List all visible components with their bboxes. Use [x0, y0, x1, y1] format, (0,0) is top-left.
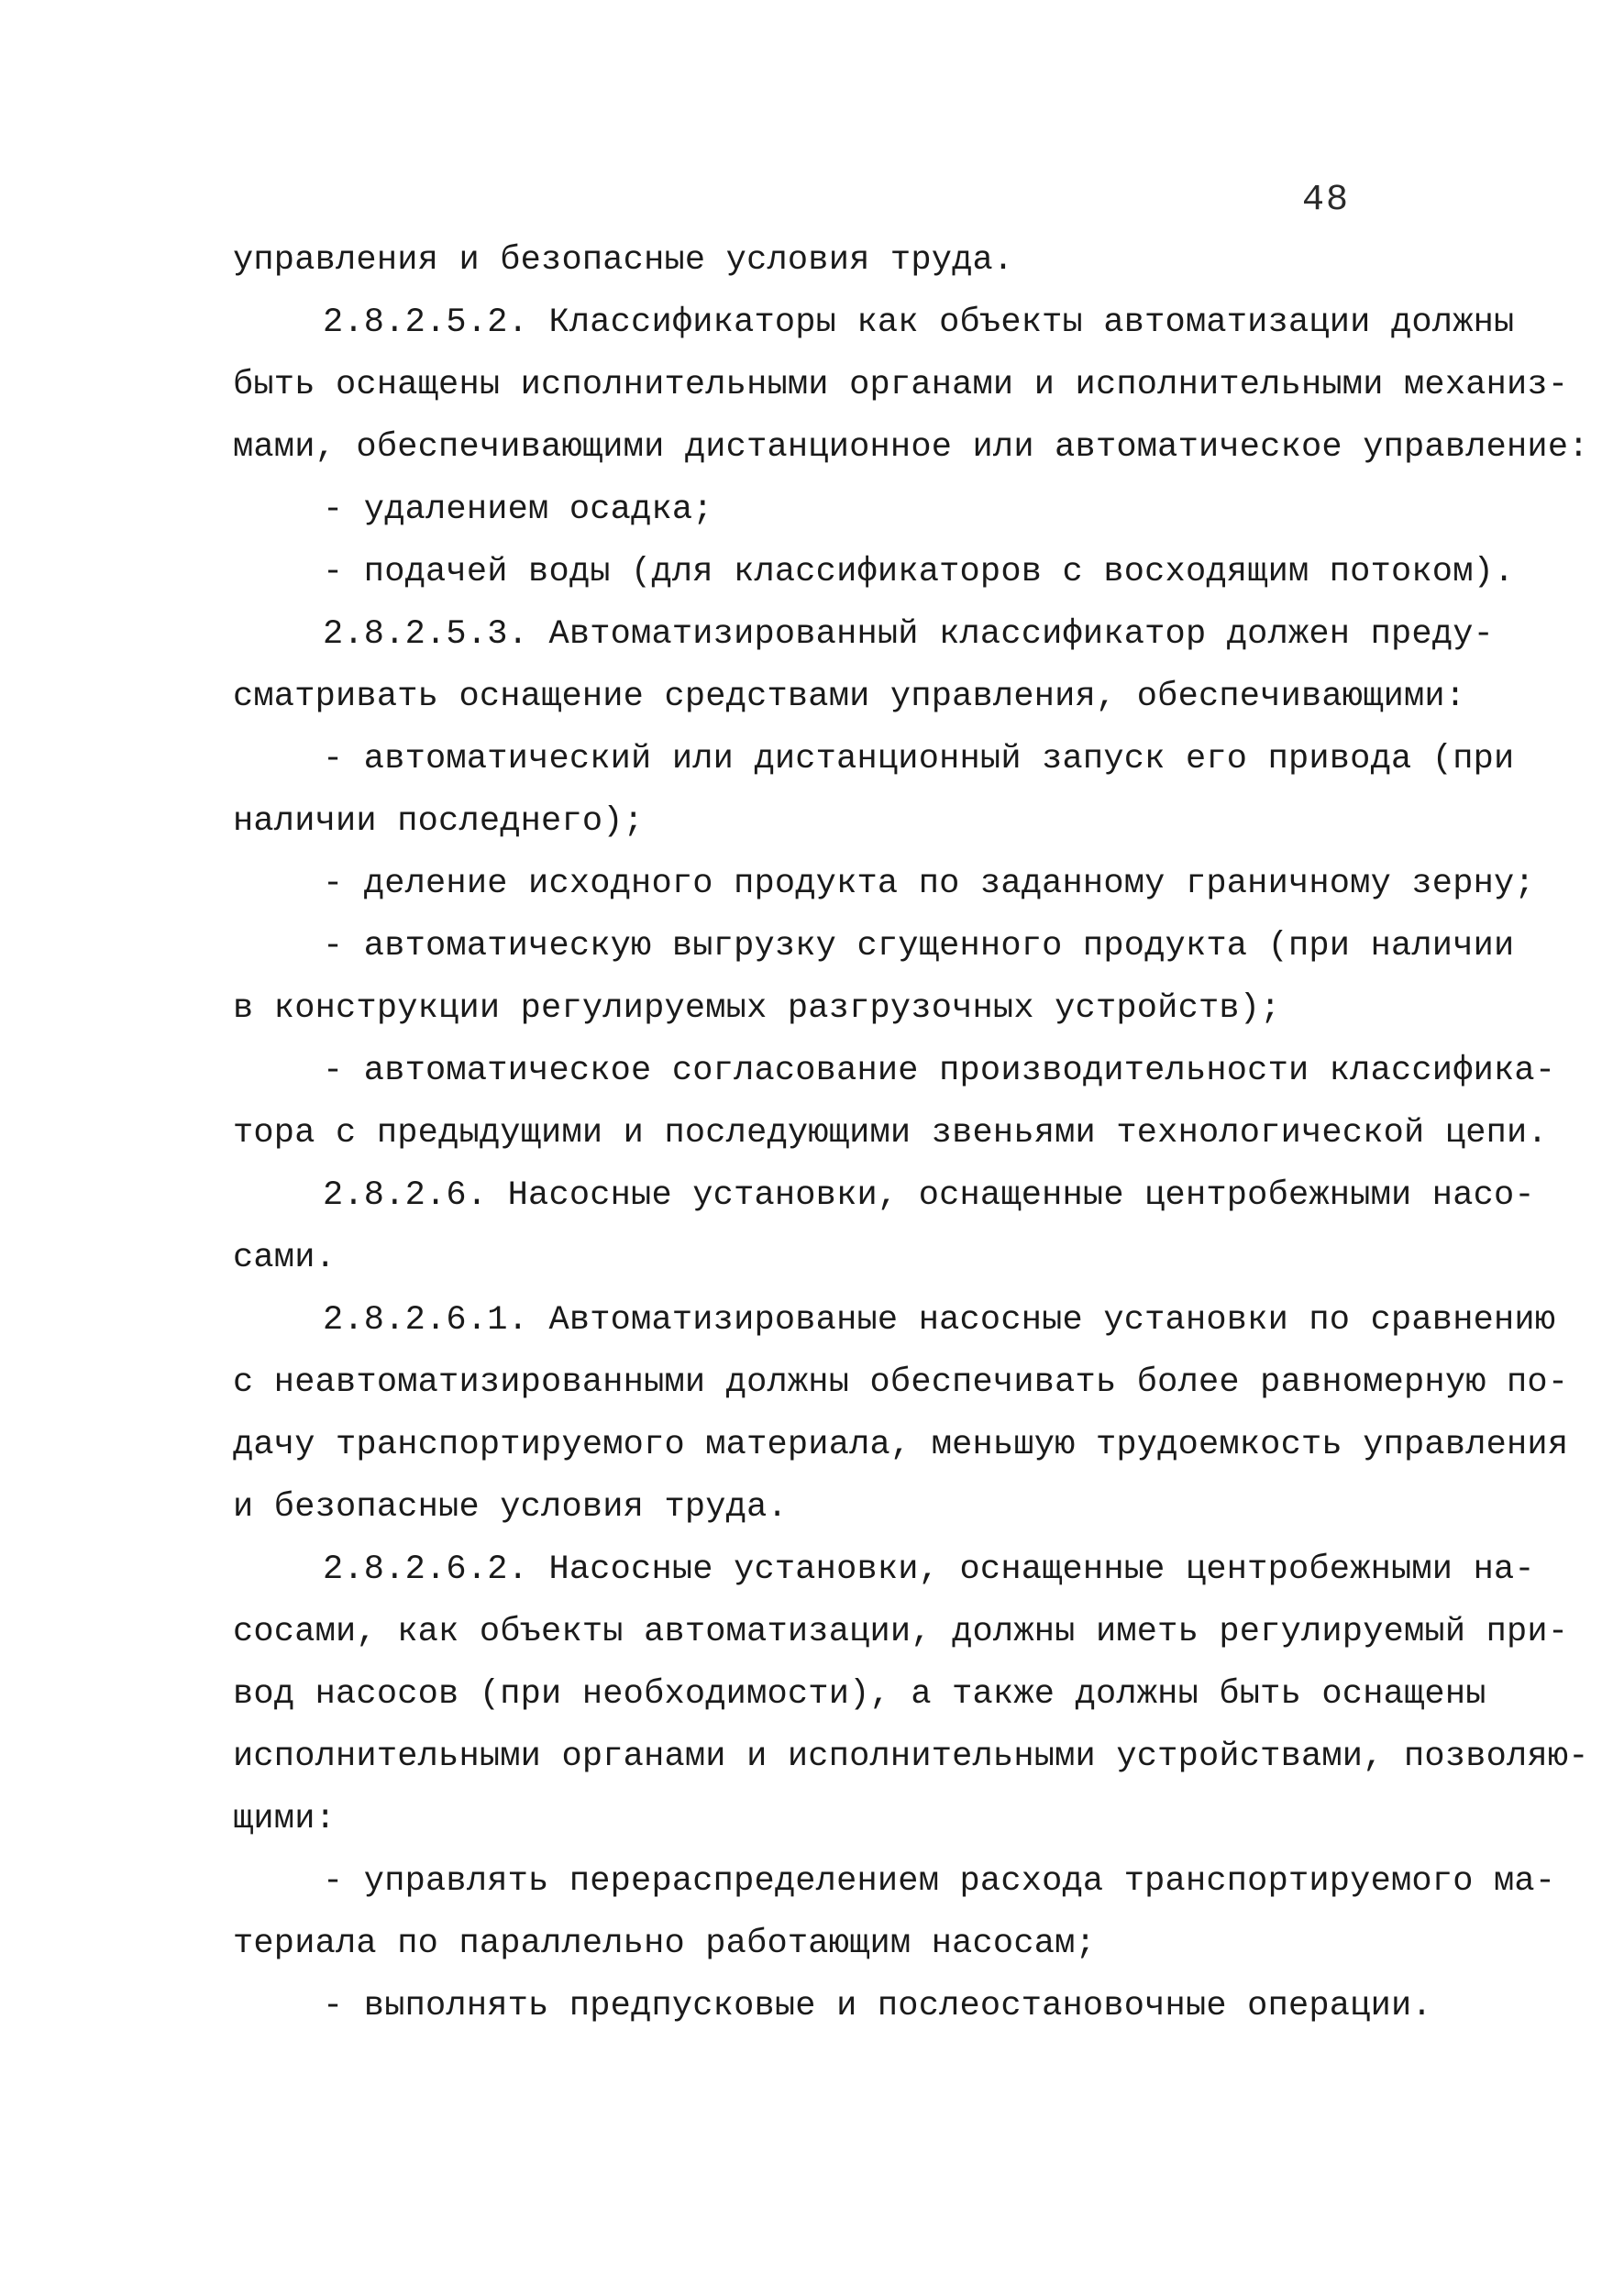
text-line: 2.8.2.6. Насосные установки, оснащенные центробежными насо-	[323, 1176, 1535, 1215]
text-line: - удалением осадка;	[323, 491, 713, 529]
text-line: мами, обеспечивающими дистанционное или автоматическое управление:	[233, 428, 1589, 467]
text-line: исполнительными органами и исполнительными устройствами, позволяю-	[233, 1738, 1589, 1776]
text-line: - выполнять предпусковые и послеостановочные операции.	[323, 1987, 1432, 2025]
text-line: с неавтоматизированными должны обеспечивать более равномерную по-	[233, 1363, 1569, 1402]
text-line: - автоматический или дистанционный запуск его привода (при	[323, 740, 1515, 778]
text-line: и безопасные условия труда.	[233, 1488, 788, 1527]
text-line: 2.8.2.6.2. Насосные установки, оснащенные центробежными на-	[323, 1550, 1535, 1589]
text-line: - управлять перераспределением расхода транспортируемого ма-	[323, 1862, 1556, 1901]
text-line: - автоматическую выгрузку сгущенного продукта (при наличии	[323, 927, 1515, 965]
text-line: 2.8.2.5.3. Автоматизированный классификатор должен преду-	[323, 615, 1495, 654]
text-line: - автоматическое согласование производительности классифика-	[323, 1052, 1556, 1090]
text-line: быть оснащены исполнительными органами и исполнительными механиз-	[233, 366, 1569, 404]
text-line: вод насосов (при необходимости), а также должны быть оснащены	[233, 1675, 1486, 1714]
text-line: сматривать оснащение средствами управления, обеспечивающими:	[233, 678, 1466, 716]
text-line: 2.8.2.6.1. Автоматизированые насосные установки по сравнению	[323, 1301, 1556, 1340]
text-line: териала по параллельно работающим насосам;	[233, 1925, 1096, 1963]
text-line: - подачей воды (для классификаторов с восходящим потоком).	[323, 553, 1515, 591]
page-number: 48	[1302, 180, 1351, 221]
text-line: 2.8.2.5.2. Классификаторы как объекты автоматизации должны	[323, 303, 1515, 342]
text-line: управления и безопасные условия труда.	[233, 241, 1014, 280]
text-line: сосами, как объекты автоматизации, должны иметь регулируемый при-	[233, 1613, 1569, 1651]
text-line: щими:	[233, 1800, 337, 1838]
text-line: тора с предыдущими и последующими звеньями технологической цепи.	[233, 1114, 1548, 1153]
text-line: дачу транспортируемого материала, меньшую трудоемкость управления	[233, 1426, 1569, 1464]
text-line: - деление исходного продукта по заданному граничному зерну;	[323, 865, 1535, 903]
text-line: в конструкции регулируемых разгрузочных устройств);	[233, 989, 1281, 1028]
text-line: сами.	[233, 1239, 337, 1277]
text-line: наличии последнего);	[233, 802, 645, 841]
